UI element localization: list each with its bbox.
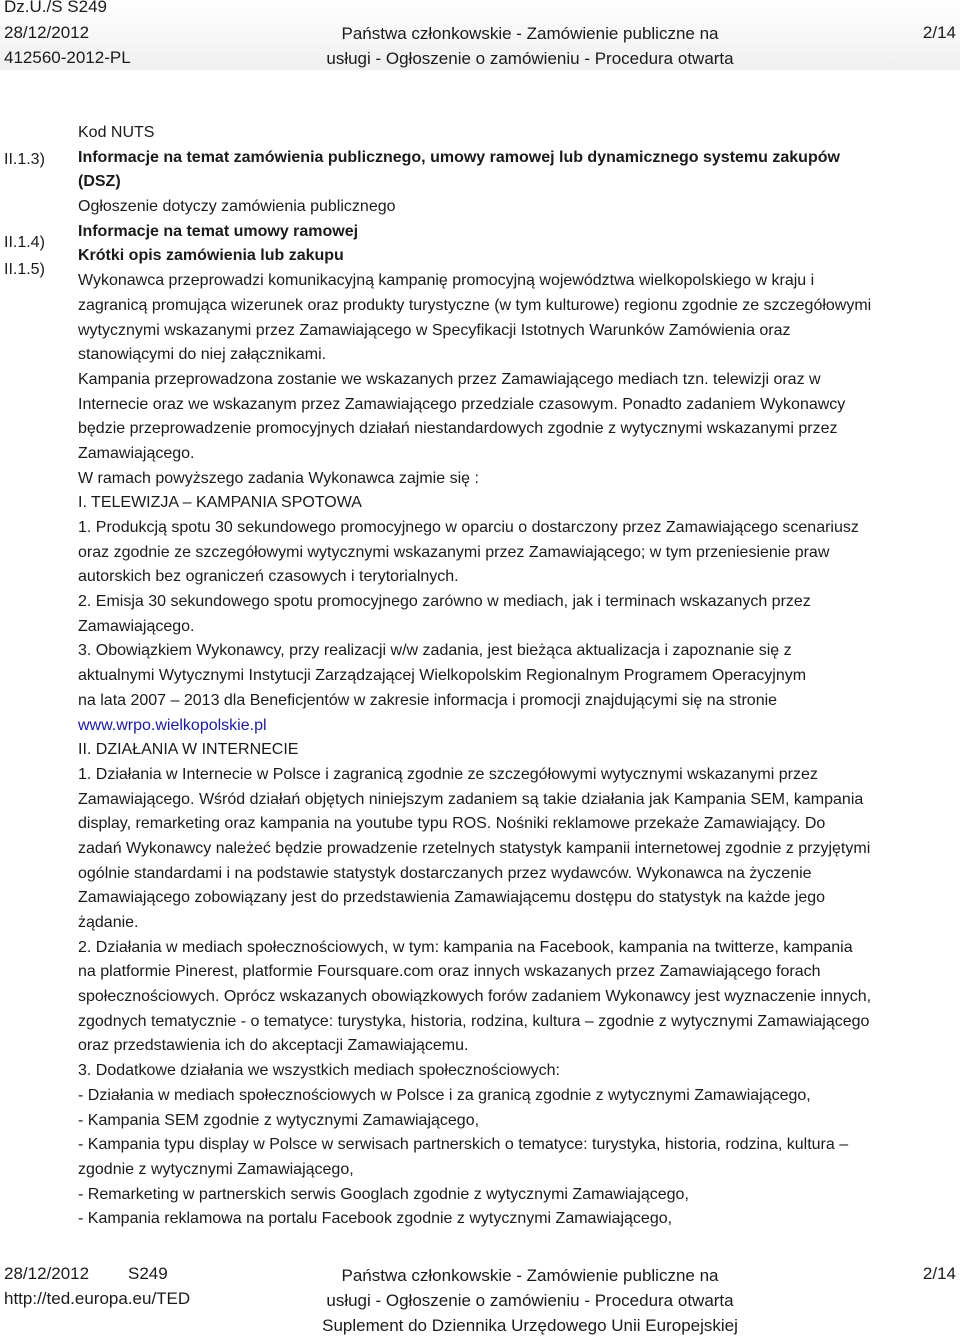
notice-body — [78, 121, 960, 1232]
footer-page-number: 2/14 — [922, 1264, 956, 1283]
text-line: Kod NUTS — [78, 124, 155, 141]
text-line: 2. Działania w mediach społecznościowych, w tym: kampania na Facebook, kampania na twitterze, kampania — [78, 938, 853, 956]
text-line: będzie przeprowadzenie promocyjnych działań niestandardowych zgodnie z wytycznymi wskazanymi przez — [78, 420, 838, 438]
footer-date: 28/12/2012 — [4, 1264, 90, 1283]
text-line: - Działania w mediach społecznościowych w Polsce i za granicą zgodnie z wytycznymi Zamawiającego, — [78, 1086, 811, 1104]
text-line: Kampania przeprowadzona zostanie we wskazanych przez Zamawiającego mediach tzn. telewizji oraz w — [78, 370, 821, 388]
footer-url[interactable]: http://ted.europa.eu/TED — [4, 1289, 191, 1308]
text-line: zgodnych tematycznie - o tematyce: turystyka, historia, rodzina, kultura – zgodnie z wytycznymi Zamawiającego — [78, 1012, 870, 1030]
text-line: Wykonawca przeprowadzi komunikacyjną kampanię promocyjną województwa wielkopolskiego w kraju i — [78, 272, 815, 290]
text-line: 2. Emisja 30 sekundowego spotu promocyjnego zarówno w mediach, jak i terminach wskazanych przez — [78, 593, 811, 611]
section-number-2-1-5: II.1.5) — [4, 261, 45, 278]
text-line: Internecie oraz we wskazanym przez Zamawiającego przedziale czasowym. Ponadto zadaniem Wykonawcy — [78, 395, 846, 413]
section-heading: Krótki opis zamówienia lub zakupu — [78, 247, 344, 265]
text-line: Ogłoszenie dotyczy zamówienia publicznego — [78, 198, 396, 216]
section-number-2-1-4: II.1.4) — [4, 234, 45, 251]
header-date: 28/12/2012 — [4, 23, 90, 42]
text-line: Zamawiającego. Wśród działań objętych niniejszym zadaniem są takie działania jak Kampania SEM, kampania — [78, 790, 864, 808]
text-line: Zamawiającego. — [78, 617, 195, 635]
text-line: Zamawiającego. — [78, 444, 195, 462]
section-heading: Informacje na temat umowy ramowej — [78, 222, 359, 240]
footer-title-line3: Suplement do Dziennika Urzędowego Unii Europejskiej — [322, 1316, 738, 1335]
text-line: stanowiącymi do niej załącznikami. — [78, 346, 327, 364]
text-line: 1. Działania w Internecie w Polsce i zagranicą zgodnie ze szczegółowymi wytycznymi wskazanymi przez — [78, 765, 818, 783]
text-line: - Kampania SEM zgodnie z wytycznymi Zamawiającego, — [78, 1111, 480, 1129]
header-title-line2: usługi - Ogłoszenie o zamówieniu - Procedura otwarta — [326, 49, 734, 68]
text-line: społecznościowych. Oprócz wskazanych obowiązkowych forów zadaniem Wykonawcy jest wyznaczenie innych, — [78, 988, 872, 1006]
text-line: na lata 2007 – 2013 dla Beneficjentów w zakresie informacja i promocji znajdującymi się na stronie — [78, 691, 778, 709]
section-number-2-1-3: II.1.3) — [4, 151, 45, 168]
journal-ref: Dz.U./S S249 — [4, 0, 107, 16]
text-line: - Remarketing w partnerskich serwis Googlach zgodnie z wytycznymi Zamawiającego, — [78, 1185, 689, 1203]
text-line: W ramach powyższego zadania Wykonawca zajmie się : — [78, 469, 479, 487]
text-line: ogólnie standardami i na podstawie statystyk dostarczanych przez wydawców. Wykonawca na życzenie — [78, 864, 812, 882]
text-line: na platformie Pinerest, platformie Foursquare.com oraz innych wskazanych przez Zamawiającego forach — [78, 963, 821, 981]
text-line: autorskich bez ograniczeń czasowych i terytorialnych. — [78, 568, 459, 586]
text-line: I. TELEWIZJA – KAMPANIA SPOTOWA — [78, 494, 362, 512]
text-line: oraz zgodnie ze szczegółowymi wytycznymi wskazanymi przez Zamawiającego; w tym przeniesienie praw — [78, 543, 830, 561]
header-title-line1: Państwa członkowskie - Zamówienie publiczne na — [341, 24, 719, 43]
text-line: 3. Obowiązkiem Wykonawcy, przy realizacji w/w zadania, jest bieżąca aktualizacja i zapoznanie się z — [78, 642, 792, 660]
text-line: - Kampania typu display w Polsce w serwisach partnerskich o tematyce: turystyka, historia, rodzina, kultura – — [78, 1136, 849, 1154]
text-line: żądanie. — [78, 914, 139, 931]
header-title — [300, 21, 760, 71]
header-page-number: 2/14 — [922, 23, 956, 42]
text-line: wytycznymi wskazanymi przez Zamawiającego w Specyfikacji Istotnych Warunków Zamówienia oraz — [78, 321, 791, 339]
text-line: Zamawiającego zobowiązany jest do przedstawienia Zamawiającemu dostępu do statystyk na każde jego — [78, 889, 826, 907]
footer-title-line2: usługi - Ogłoszenie o zamówieniu - Procedura otwarta — [326, 1291, 734, 1310]
notice-number: 412560-2012-PL — [4, 48, 131, 67]
footer-issue: S249 — [128, 1264, 168, 1283]
website-link[interactable]: www.wrpo.wielkopolskie.pl — [78, 716, 267, 734]
text-line: 1. Produkcją spotu 30 sekundowego promocyjnego w oparciu o dostarczony przez Zamawiającego scenariusz — [78, 519, 859, 536]
section-heading: Informacje na temat zamówienia publicznego, umowy ramowej lub dynamicznego systemu zakupów — [78, 148, 840, 166]
text-line: zgodnie z wytycznymi Zamawiającego, — [78, 1160, 354, 1178]
text-line: II. DZIAŁANIA W INTERNECIE — [78, 741, 299, 759]
text-line: - Kampania reklamowa na portalu Facebook zgodnie z wytycznymi Zamawiającego, — [78, 1210, 673, 1228]
text-line: display, remarketing oraz kampania na youtube typu ROS. Nośniki reklamowe przekaże Zamawiający. Do — [78, 815, 826, 833]
footer-title-line1: Państwa członkowskie - Zamówienie publiczne na — [341, 1266, 719, 1285]
text-line: 3. Dodatkowe działania we wszystkich mediach społecznościowych: — [78, 1062, 560, 1080]
text-line: zadań Wykonawcy należeć będzie prowadzenie rzetelnych statystyk kampanii internetowej zgodnie z przyjętymi — [78, 839, 871, 857]
text-line: oraz przedstawienia ich do akceptacji Zamawiającemu. — [78, 1037, 469, 1055]
text-line: aktualnymi Wytycznymi Instytucji Zarządzającej Wielkopolskim Regionalnym Programem Operacyjnym — [78, 667, 807, 685]
footer-title — [300, 1263, 760, 1338]
section-heading: (DSZ) — [78, 173, 121, 191]
text-line: zagranicą promująca wizerunek oraz produkty turystyczne (w tym kulturowe) regionu zgodnie ze szczegółowymi — [78, 296, 872, 314]
